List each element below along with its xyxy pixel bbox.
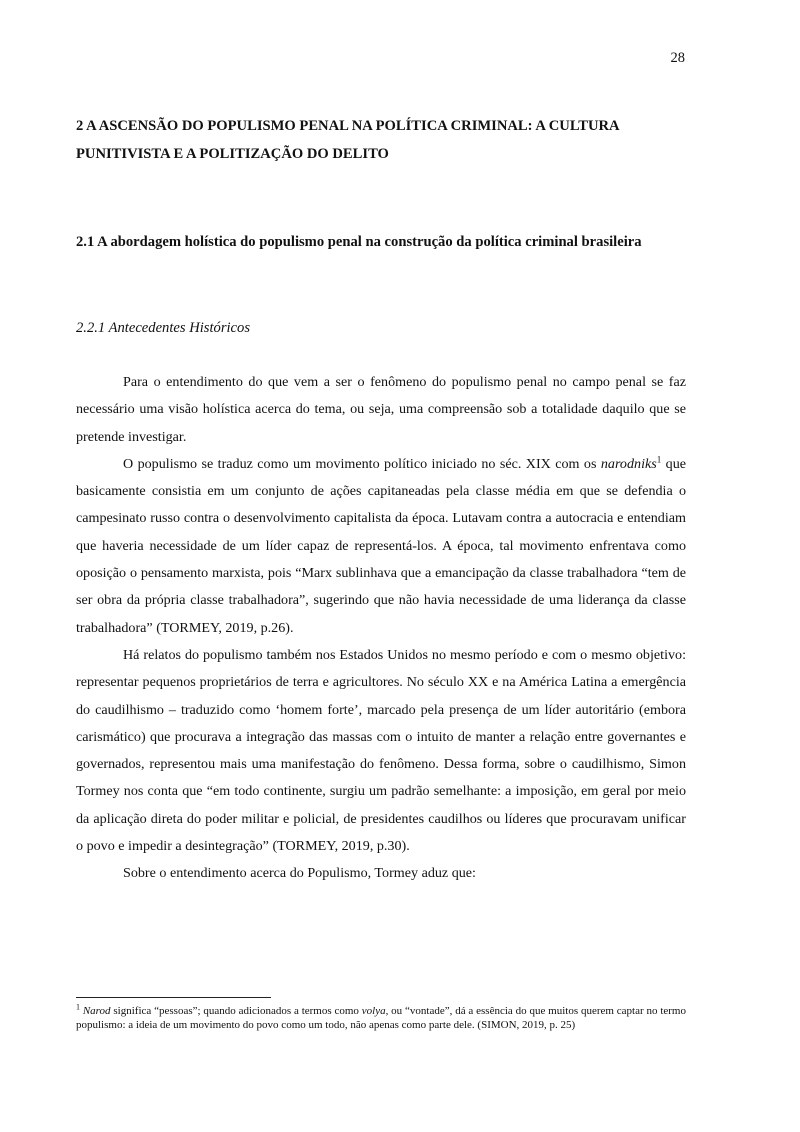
section-title: 2.1 A abordagem holística do populismo penal na construção da política criminal brasileira [76, 234, 642, 250]
footnote-term-volya: volya [361, 1005, 386, 1017]
page-number: 28 [670, 50, 685, 66]
footnote-term-narod: Narod [82, 1005, 111, 1017]
footnote-text-a: significa “pessoas”; quando adicionados a termos como [110, 1005, 362, 1017]
footnote-reference[interactable]: 1 [656, 454, 662, 465]
footnote-marker: 1 [76, 1002, 80, 1012]
footnote-1 [76, 1002, 686, 1032]
footnote-text-b: , ou “vontade”, dá a essência do que muitos querem captar no termo populismo: a ideia de um movimento do povo como um todo, não apenas como parte dele. (SIMON, 2019, p. 25) [76, 1005, 686, 1031]
paragraph-1: Para o entendimento do que vem a ser o fenômeno do populismo penal no campo penal se faz necessário uma visão holística acerca do tema, ou seja, uma compreensão sob a totalidade daquilo que se pretende investigar. [76, 374, 686, 445]
paragraph-2 [76, 451, 686, 642]
paragraph-2-start: O populismo se traduz como um movimento político iniciado no séc. XIX com os [123, 455, 601, 472]
subsection-title: 2.2.1 Antecedentes Históricos [76, 320, 251, 336]
narodniks-term: narodniks [600, 455, 657, 472]
paragraph-4: Sobre o entendimento acerca do Populismo, Tormey aduz que: [123, 865, 476, 882]
paragraph-3: Há relatos do populismo também nos Estados Unidos no mesmo período e com o mesmo objetivo: representar pequenos proprietários de terra e agricultores. No século XX e na América Latina a emergência do caudilhismo – traduzido como ‘homem forte’, marcado pela presença de um líder autoritário (embora carismático) que procurava a integração das massas com o intuito de manter a relação entre governantes e governados, representou mais uma manifestação do fenômeno. Dessa forma, sobre o caudilhismo, Simon Tormey nos conta que “em todo continente, surgiu um padrão semelhante: a imposição, em geral por meio da aplicação direta do poder militar e policial, de presidentes caudilhos ou líderes que procuravam unificar o povo e impedir a desintegração” (TORMEY, 2019, p.30). [76, 646, 686, 855]
body-text [76, 369, 686, 888]
chapter-title: 2 A ASCENSÃO DO POPULISMO PENAL NA POLÍTICA CRIMINAL: A CULTURA PUNITIVISTA E A POLITIZAÇÃO DO DELITO [76, 118, 619, 162]
footnote-separator [76, 997, 271, 998]
paragraph-2-rest: que basicamente consistia em um conjunto de ações capitaneadas pela classe média em que se defendia o campesinato russo contra o desenvolvimento capitalista da época. Lutavam contra a autocracia e entendiam que haveria necessidade de um líder capaz de representá-los. A época, tal movimento enfrentava como oposição o pensamento marxista, pois “Marx sublinhava que a emancipação da classe trabalhadora “tem de ser obra da própria classe trabalhadora”, sugerindo que não havia necessidade de uma liderança da classe trabalhadora” (TORMEY, 2019, p.26). [76, 455, 686, 636]
